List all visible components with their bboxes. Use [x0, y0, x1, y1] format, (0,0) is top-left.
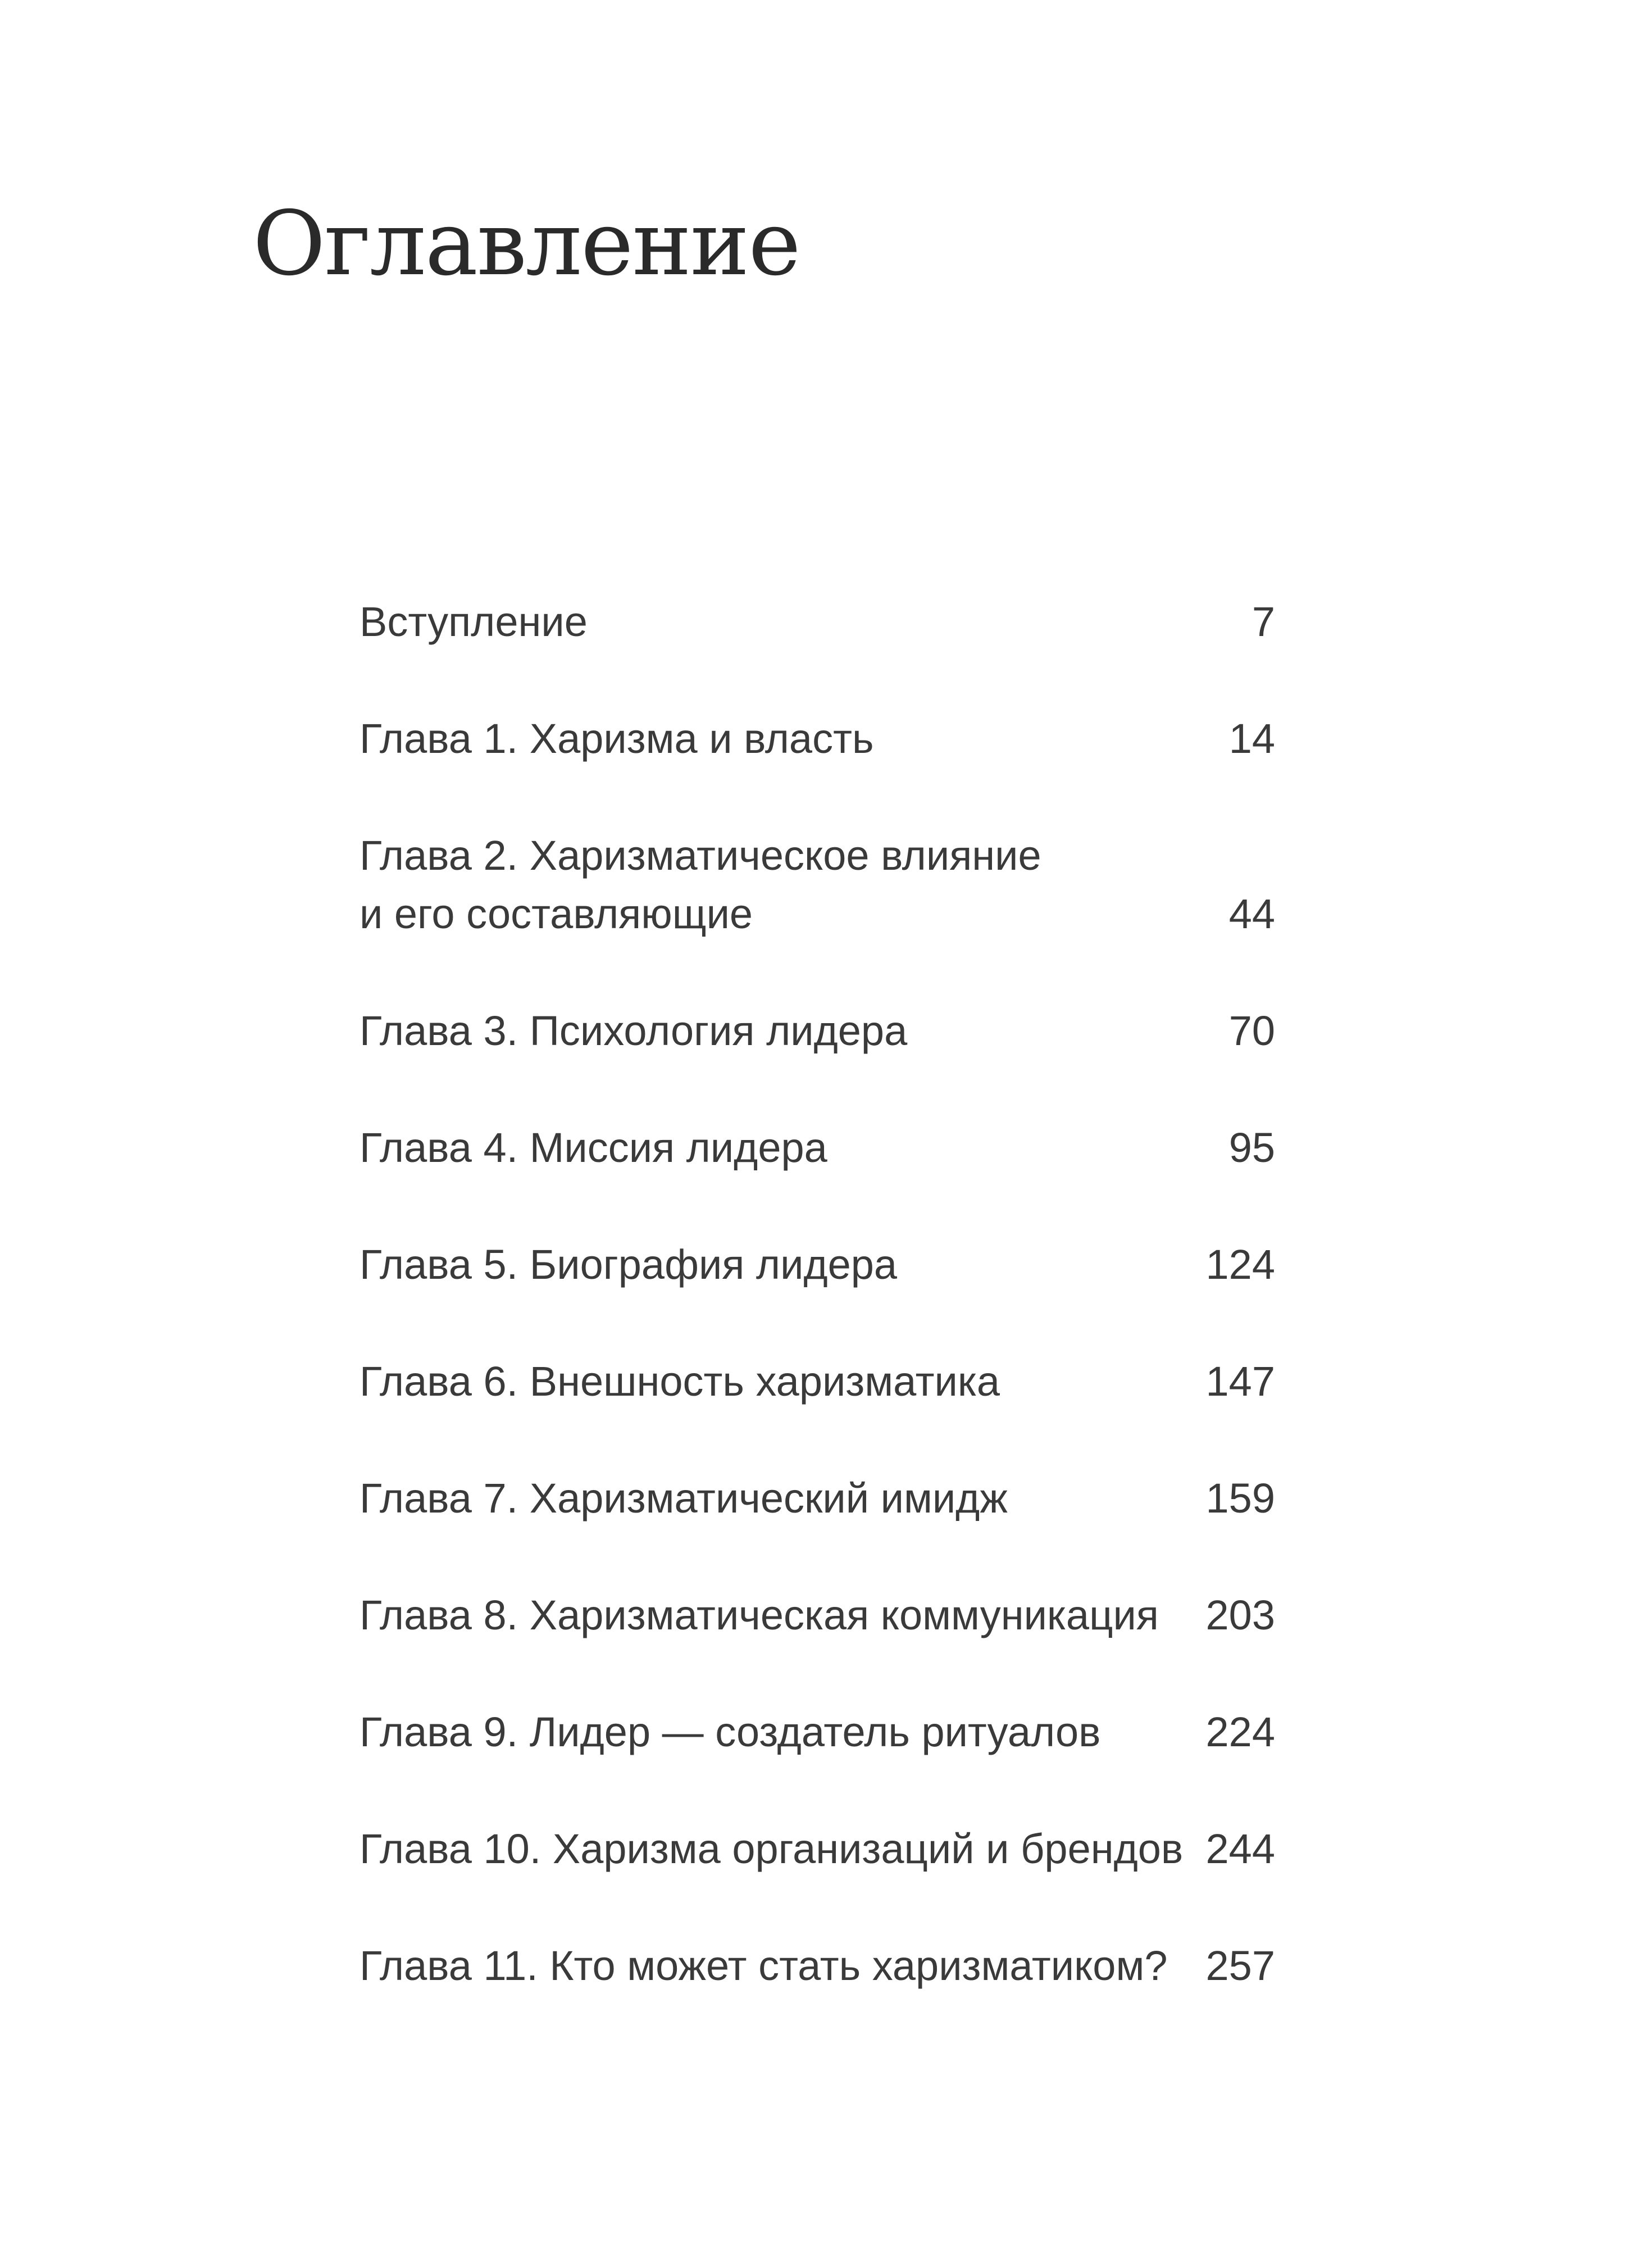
toc-entry-page: 147 [1205, 1358, 1275, 1405]
toc-entry [359, 1703, 1275, 1761]
toc-entry-page: 159 [1205, 1475, 1275, 1522]
toc-entry [359, 1352, 1275, 1411]
toc-entry-page: 95 [1228, 1124, 1275, 1171]
toc-entry [359, 710, 1275, 768]
toc-entry [359, 1820, 1275, 1878]
toc-entry-page: 257 [1205, 1942, 1275, 1989]
toc-entry-page: 70 [1228, 1007, 1275, 1054]
toc-entry-page: 124 [1205, 1241, 1275, 1288]
toc-entry-title: Вступление [359, 598, 588, 645]
toc-entry-page: 224 [1205, 1709, 1275, 1755]
toc-entry-title: Глава 4. Миссия лидера [359, 1124, 827, 1171]
toc-entry-title: Глава 5. Биография лидера [359, 1241, 898, 1288]
table-of-contents [359, 593, 1275, 1995]
toc-entry-title: Глава 2. Харизматическое влияние и его составляющие [359, 832, 1041, 937]
toc-entry-title: Глава 7. Харизматический имидж [359, 1475, 1008, 1522]
toc-entry-title: Глава 10. Харизма организаций и брендов [359, 1825, 1184, 1872]
toc-entry-title: Глава 9. Лидер — создатель ритуалов [359, 1709, 1101, 1755]
toc-entry-page: 44 [1228, 891, 1275, 937]
toc-entry [359, 593, 1275, 651]
toc-entry-page: 7 [1251, 598, 1275, 645]
toc-entry [359, 1469, 1275, 1528]
toc-entry-page: 203 [1205, 1592, 1275, 1638]
toc-entry [359, 1119, 1275, 1177]
toc-entry [359, 1586, 1275, 1645]
toc-entry-title: Глава 8. Харизматическая коммуникация [359, 1592, 1159, 1638]
toc-entry-title: Глава 11. Кто может стать харизматиком? [359, 1942, 1168, 1989]
toc-entry-title: Глава 6. Внешность харизматика [359, 1358, 1000, 1405]
toc-entry [359, 1002, 1275, 1060]
toc-entry-title: Глава 3. Психология лидера [359, 1007, 908, 1054]
toc-entry [359, 826, 1275, 943]
toc-entry-page: 14 [1228, 715, 1275, 762]
toc-entry [359, 1937, 1275, 1995]
toc-entry [359, 1236, 1275, 1294]
toc-entry-page: 244 [1205, 1825, 1275, 1872]
page-title: Оглавление [253, 192, 800, 296]
toc-entry-title: Глава 1. Харизма и власть [359, 715, 874, 762]
